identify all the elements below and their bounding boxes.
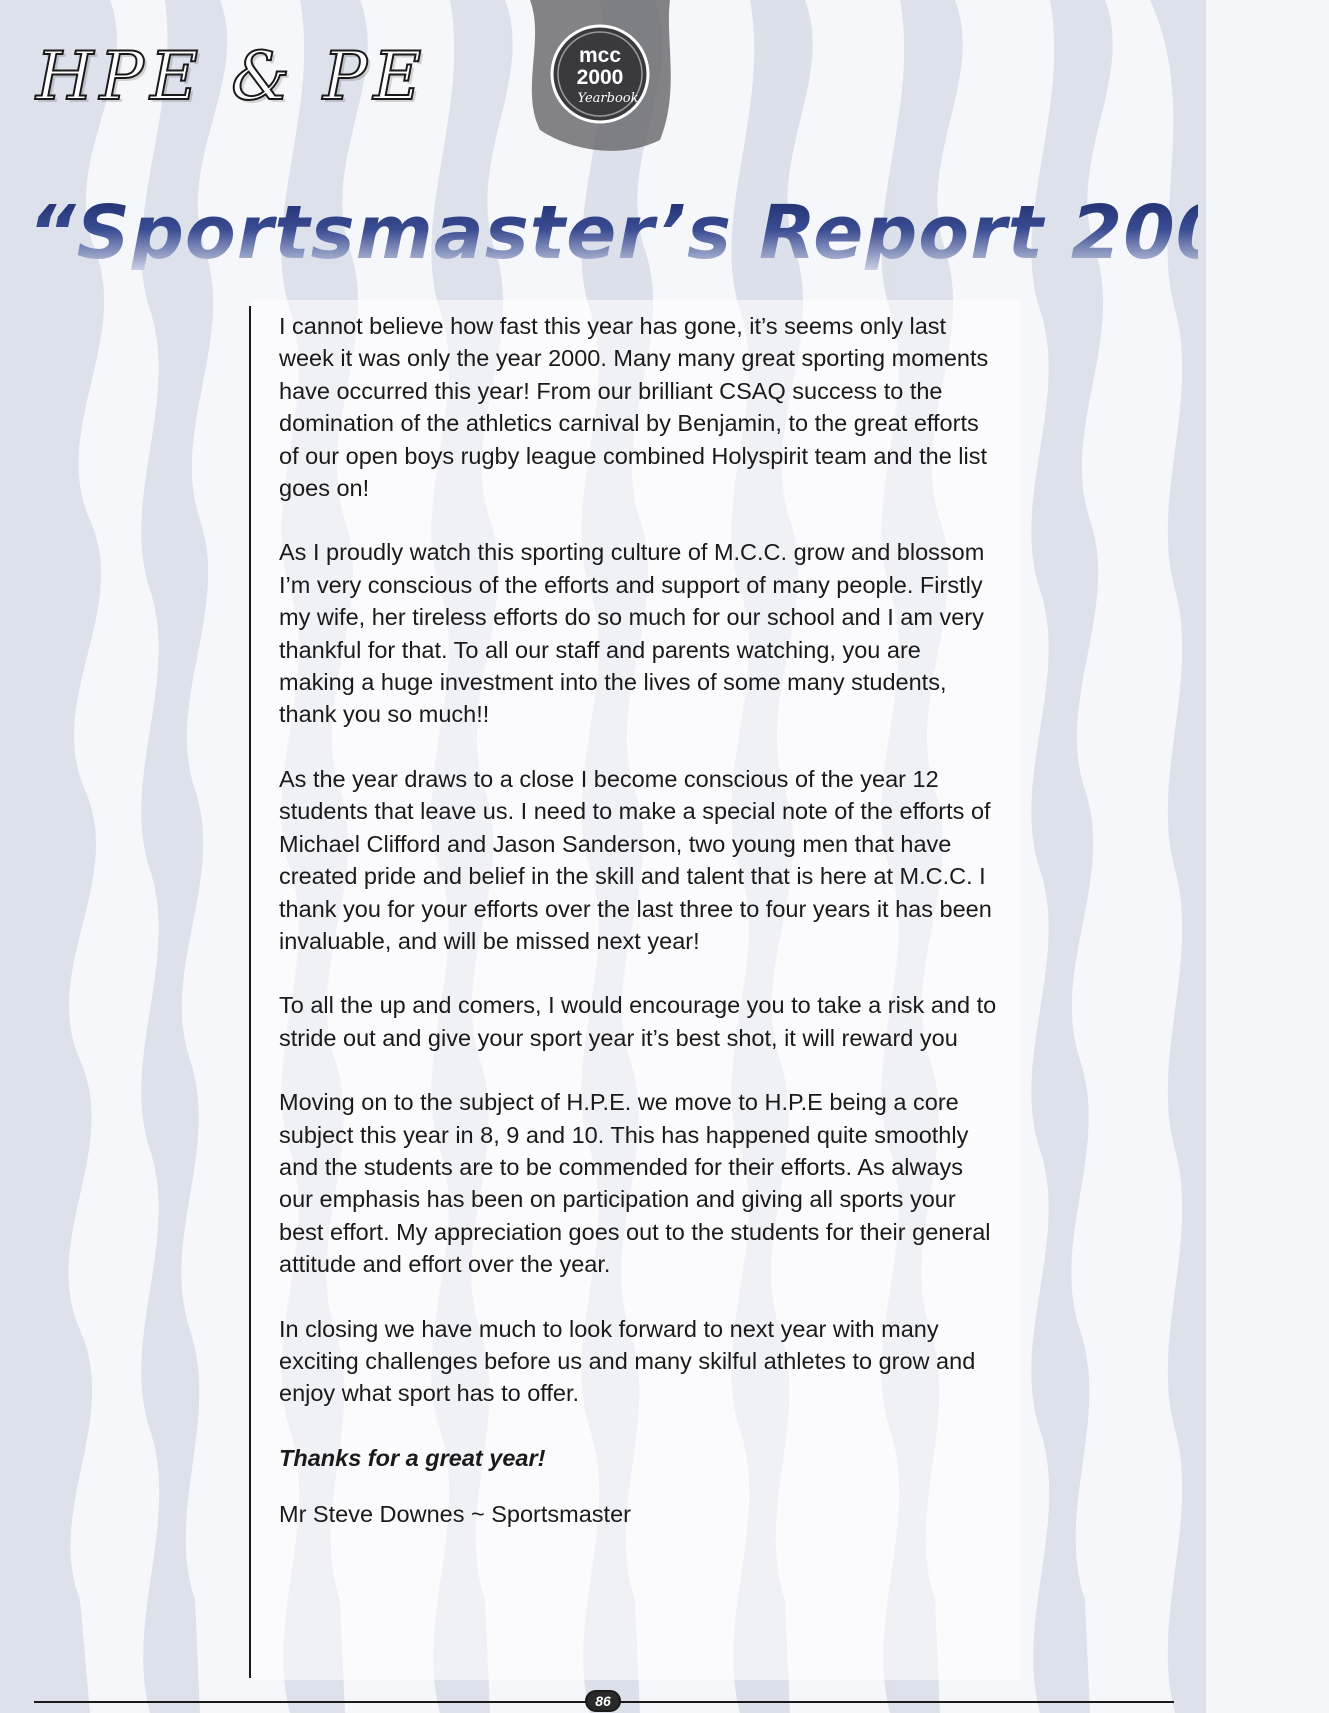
paragraph-1: I cannot believe how fast this year has gone, it’s seems only last week it was only the year 2000. Many many great sporting moments have occurred this year! From our brilliant CSAQ success to the domination of the athletics carnival by Benjamin, to the great efforts of our open boys rugby league combined Holyspirit team and the list goes on! <box>279 313 989 502</box>
page-number: 86 <box>595 1693 611 1709</box>
paragraph-3: As the year draws to a close I become conscious of the year 12 students that leave us. I need to make a special note of the efforts of Michael Clifford and Jason Sanderson, two young men that have created pride and belief in the skill and talent that is here at M.C.C. I thank you for your efforts over the last three to four years it has been invaluable, and will be missed next year! <box>279 765 992 954</box>
column-divider <box>249 306 251 1678</box>
report-title-wrap <box>28 190 1329 282</box>
section-title: HPE & PE <box>36 38 428 115</box>
page-number-badge <box>585 1690 621 1712</box>
yearbook-badge <box>548 22 652 126</box>
paragraph-6: In closing we have much to look forward to next year with many exciting challenges before us and many skilful athletes to grow and enjoy what sport has to offer. <box>279 1315 976 1407</box>
badge-line-3: Yearbook <box>577 91 639 106</box>
signature: Mr Steve Downes ~ Sportsmaster <box>279 1501 631 1528</box>
paragraph-2: As I proudly watch this sporting culture of M.C.C. grow and blossom I’m very conscious of the efforts and support of many people. Firstly my wife, her tireless efforts do so much for our school and I am very thankful for that. To all our staff and parents watching, you are making a huge investment into the lives of some many students, thank you so much!! <box>279 539 985 728</box>
closing-line: Thanks for a great year! <box>279 1444 546 1471</box>
article-body <box>279 310 999 1531</box>
paragraph-4: To all the up and comers, I would encourage you to take a risk and to stride out and give your sport year it’s best shot, it will reward you <box>279 992 997 1051</box>
badge-line-1: mcc <box>578 44 622 67</box>
badge-line-2: 2000 <box>576 66 624 89</box>
paragraph-5: Moving on to the subject of H.P.E. we move to H.P.E being a core subject this year in 8, 9 and 10. This has happened quite smoothly and the students are to be commended for their efforts. As always our emphasis has been on participation and giving all sports your best effort. My appreciation goes out to the students for their general attitude and effort over the year. <box>279 1089 991 1278</box>
report-title: “Sportsmaster’s Report 2000” <box>28 190 1329 276</box>
